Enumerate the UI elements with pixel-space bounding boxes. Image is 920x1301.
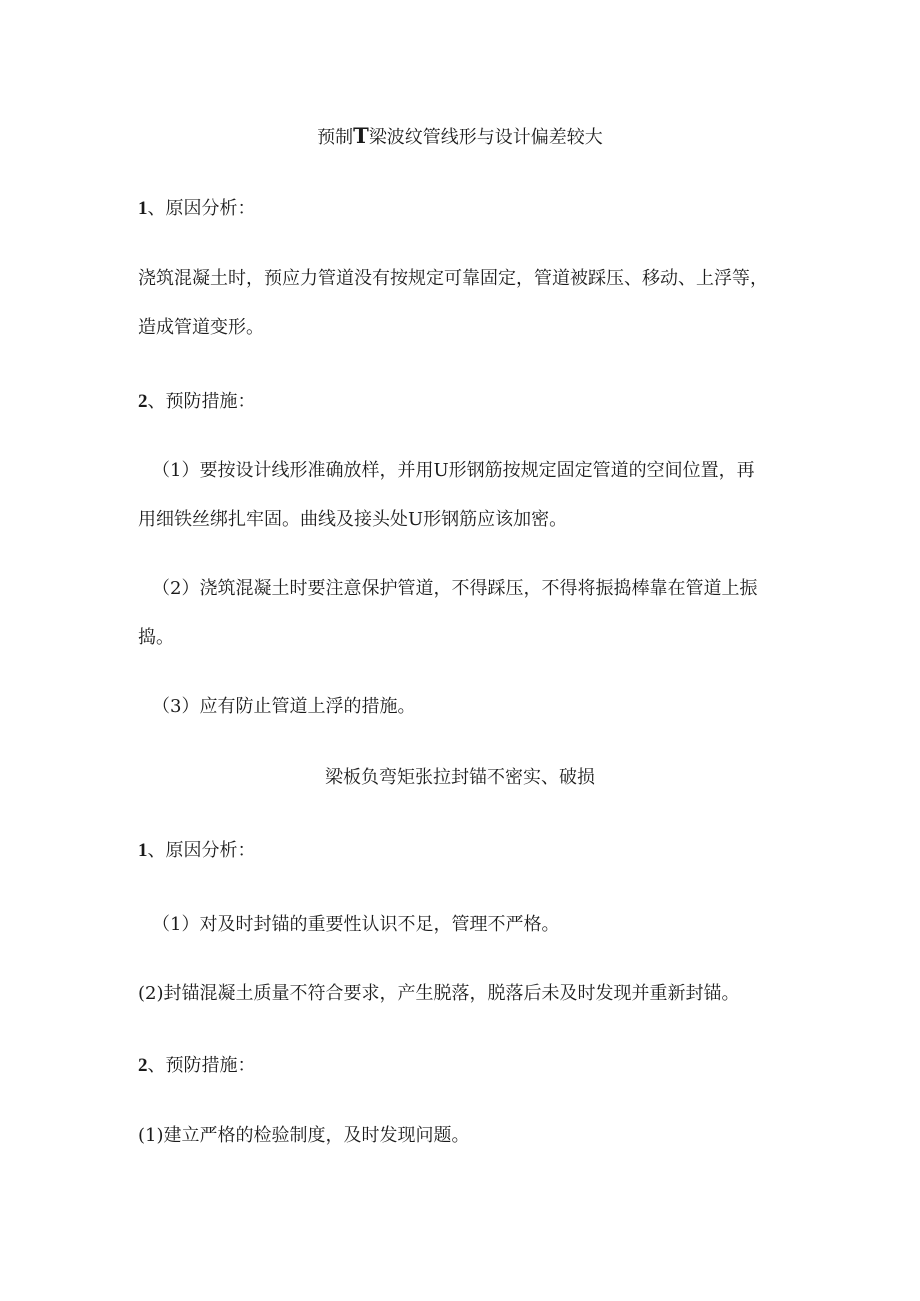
- section1-title-letter: T: [353, 123, 369, 148]
- section1-measure1-line1: （1）要按设计线形准确放样，并用U形钢筋按规定固定管道的空间位置，再: [152, 460, 755, 481]
- heading-text: 、预防措施：: [147, 391, 256, 412]
- section2-prevent-heading: [138, 1054, 256, 1078]
- heading-text: 、原因分析：: [147, 840, 256, 861]
- section1-title-prefix: 预制: [317, 127, 354, 148]
- section1-measure2-line1: （2）浇筑混凝土时要注意保护管道，不得踩压，不得将振捣棒靠在管道上振: [152, 578, 758, 599]
- section1-measure3: （3）应有防止管道上浮的措施。: [152, 696, 416, 717]
- section1-cause-line1: 浇筑混凝土时，预应力管道没有按规定可靠固定，管道被踩压、移动、上浮等，: [138, 268, 768, 289]
- heading-text: 、预防措施：: [147, 1055, 256, 1076]
- section1-title-suffix: 梁波纹管线形与设计偏差较大: [368, 127, 603, 148]
- section1-measure2-line2: 捣。: [138, 627, 174, 648]
- section1-measure1-line2: 用细铁丝绑扎牢固。曲线及接头处U形钢筋应该加密。: [138, 509, 568, 530]
- section2-cause-heading: [138, 839, 256, 863]
- section1-prevent-heading: [138, 390, 256, 414]
- section1-title: [0, 124, 920, 150]
- heading-number: 1: [138, 840, 148, 861]
- section1-cause-heading: [138, 197, 256, 221]
- section2-cause2: (2)封锚混凝土质量不符合要求，产生脱落，脱落后未及时发现并重新封锚。: [138, 983, 740, 1004]
- heading-text: 、原因分析：: [147, 198, 256, 219]
- section2-title: 梁板负弯矩张拉封锚不密实、破损: [325, 767, 595, 788]
- section2-measure1: (1)建立严格的检验制度，及时发现问题。: [138, 1125, 470, 1146]
- heading-number: 2: [138, 1055, 148, 1076]
- section1-cause-line2: 造成管道变形。: [138, 317, 264, 338]
- heading-number: 1: [138, 198, 148, 219]
- heading-number: 2: [138, 391, 148, 412]
- section2-cause1: （1）对及时封锚的重要性认识不足，管理不严格。: [152, 914, 560, 935]
